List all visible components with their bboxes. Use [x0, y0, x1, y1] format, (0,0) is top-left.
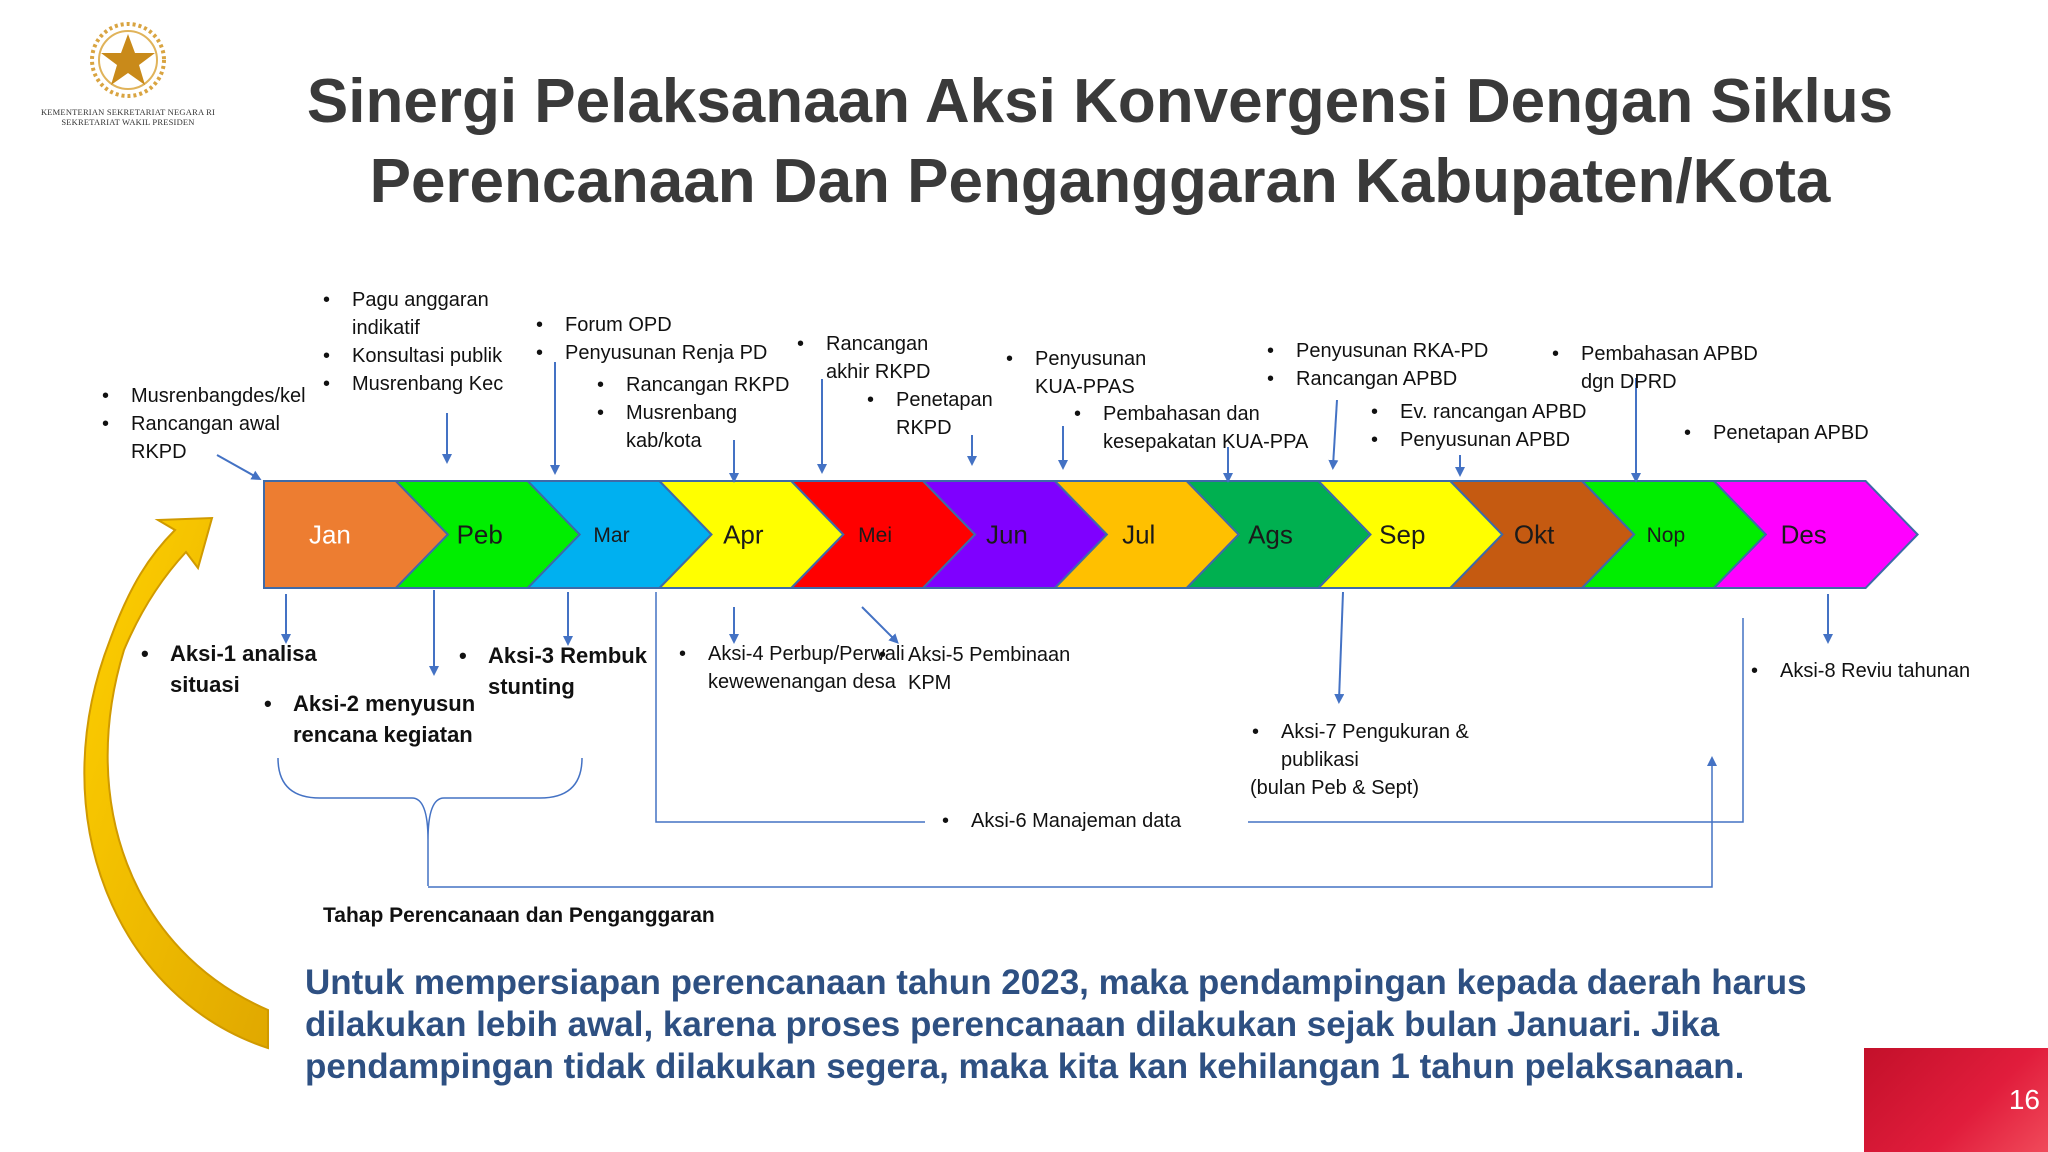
action-aksi-3 — [457, 640, 677, 702]
action-item: • Aksi-5 Pembinaan KPM — [877, 641, 1088, 697]
note-item: • Rancangan RKPD — [595, 371, 805, 399]
action-aksi-8 — [1749, 657, 2009, 685]
note-item: • Konsultasi publik — [321, 342, 521, 370]
note-item: • Pembahasan APBD dgn DPRD — [1550, 340, 1761, 396]
note-item: • Penetapan APBD — [1682, 419, 1912, 447]
note-item: • Penyusunan APBD — [1369, 426, 1619, 454]
month-label-des: Des — [1780, 519, 1827, 550]
note-paragraph: Untuk mempersiapan perencanaan tahun 2023, maka pendampingan kepada daerah harus dilakukan lebih awal, karena proses perencanaan dilakukan sejak bulan Januari. Jika pendampingan tidak dilakukan segera, maka kita kan kehilangan 1 tahun pelaksanaan. — [305, 963, 1807, 1086]
stage-label: Tahap Perencanaan dan Penganggaran — [323, 904, 715, 927]
action-aksi-7-list — [1250, 718, 1510, 774]
note-item: • Musrenbangdes/kel — [100, 382, 340, 410]
curly-brace — [278, 758, 582, 886]
month-label-jun: Jun — [985, 519, 1028, 550]
aksi6-bracket — [656, 592, 1743, 822]
month-label-jan: Jan — [308, 519, 351, 550]
action-item: • Aksi-7 Pengukuran & publikasi — [1250, 718, 1501, 774]
month-label-peb: Peb — [456, 519, 503, 550]
month-label-sep: Sep — [1379, 519, 1426, 550]
note-item: • Musrenbang Kec — [321, 370, 521, 398]
note-mei — [795, 330, 945, 386]
note-item: • Rancangan akhir RKPD — [795, 330, 936, 386]
note-item: • Musrenbang kab/kota — [595, 399, 766, 455]
note-jul — [1072, 400, 1342, 456]
note-ags — [1265, 337, 1515, 393]
note-des — [1682, 419, 1912, 447]
action-aksi-7-note: (bulan Peb & Sept) — [1250, 777, 1419, 799]
month-label-nop: Nop — [1646, 524, 1686, 548]
note-item: • Penyusunan KUA-PPAS — [1004, 345, 1155, 401]
action-item: • Aksi-2 menyusun rencana kegiatan — [262, 688, 483, 750]
logo-text-line2: SEKRETARIAT WAKIL PRESIDEN — [61, 117, 195, 127]
month-label-ags: Ags — [1248, 519, 1293, 550]
month-label-apr: Apr — [723, 519, 764, 550]
note-item: • Penyusunan RKA-PD — [1265, 337, 1515, 365]
action-aksi-7 — [1250, 718, 1510, 802]
month-label-jul: Jul — [1122, 519, 1156, 550]
action-item: • Aksi-6 Manajeman data — [940, 807, 1240, 835]
action-aksi-6 — [940, 807, 1240, 835]
note-okt — [1550, 340, 1780, 396]
note-jun — [1004, 345, 1154, 401]
note-item: • Forum OPD — [534, 311, 794, 339]
note-sep — [1369, 398, 1619, 454]
note-mar — [534, 311, 794, 367]
page-number: 16 — [2008, 1084, 2040, 1115]
note-item: • Rancangan APBD — [1265, 365, 1515, 393]
note-item: • Pembahasan dan kesepakatan KUA-PPA — [1072, 400, 1333, 456]
note-item: • Penyusunan Renja PD — [534, 339, 794, 367]
month-label-mei: Mei — [858, 524, 893, 548]
month-label-mar: Mar — [593, 524, 630, 548]
action-item: • Aksi-3 Rembuk stunting — [457, 640, 658, 702]
action-aksi-4 — [677, 640, 907, 696]
note-item: • Pagu anggaran indikatif — [321, 286, 502, 342]
note-item: • Ev. rancangan APBD — [1369, 398, 1619, 426]
action-item: • Aksi-8 Reviu tahunan — [1749, 657, 2009, 685]
title-line-1: Sinergi Pelaksanaan Aksi Konvergensi Dengan Siklus — [306, 67, 1894, 136]
note-apr — [595, 371, 805, 455]
action-item: • Aksi-1 analisa situasi — [139, 638, 320, 700]
month-chevrons — [264, 481, 1918, 588]
note-item: • Rancangan awal RKPD — [100, 410, 291, 466]
action-aksi-5 — [877, 641, 1107, 697]
logo-text-line1: KEMENTERIAN SEKRETARIAT NEGARA RI — [40, 107, 216, 117]
action-item: • Aksi-4 Perbup/Perwali kewewenangan desa — [677, 640, 908, 696]
note-jan — [100, 382, 340, 466]
note-peb — [321, 286, 521, 398]
note-mei-2 — [865, 386, 1015, 442]
month-label-okt: Okt — [1513, 519, 1555, 550]
note-item: • Penetapan RKPD — [865, 386, 1006, 442]
curved-return-arrow — [84, 518, 268, 1048]
title-line-2: Perencanaan Dan Penganggaran Kabupaten/Kota — [369, 147, 1831, 216]
